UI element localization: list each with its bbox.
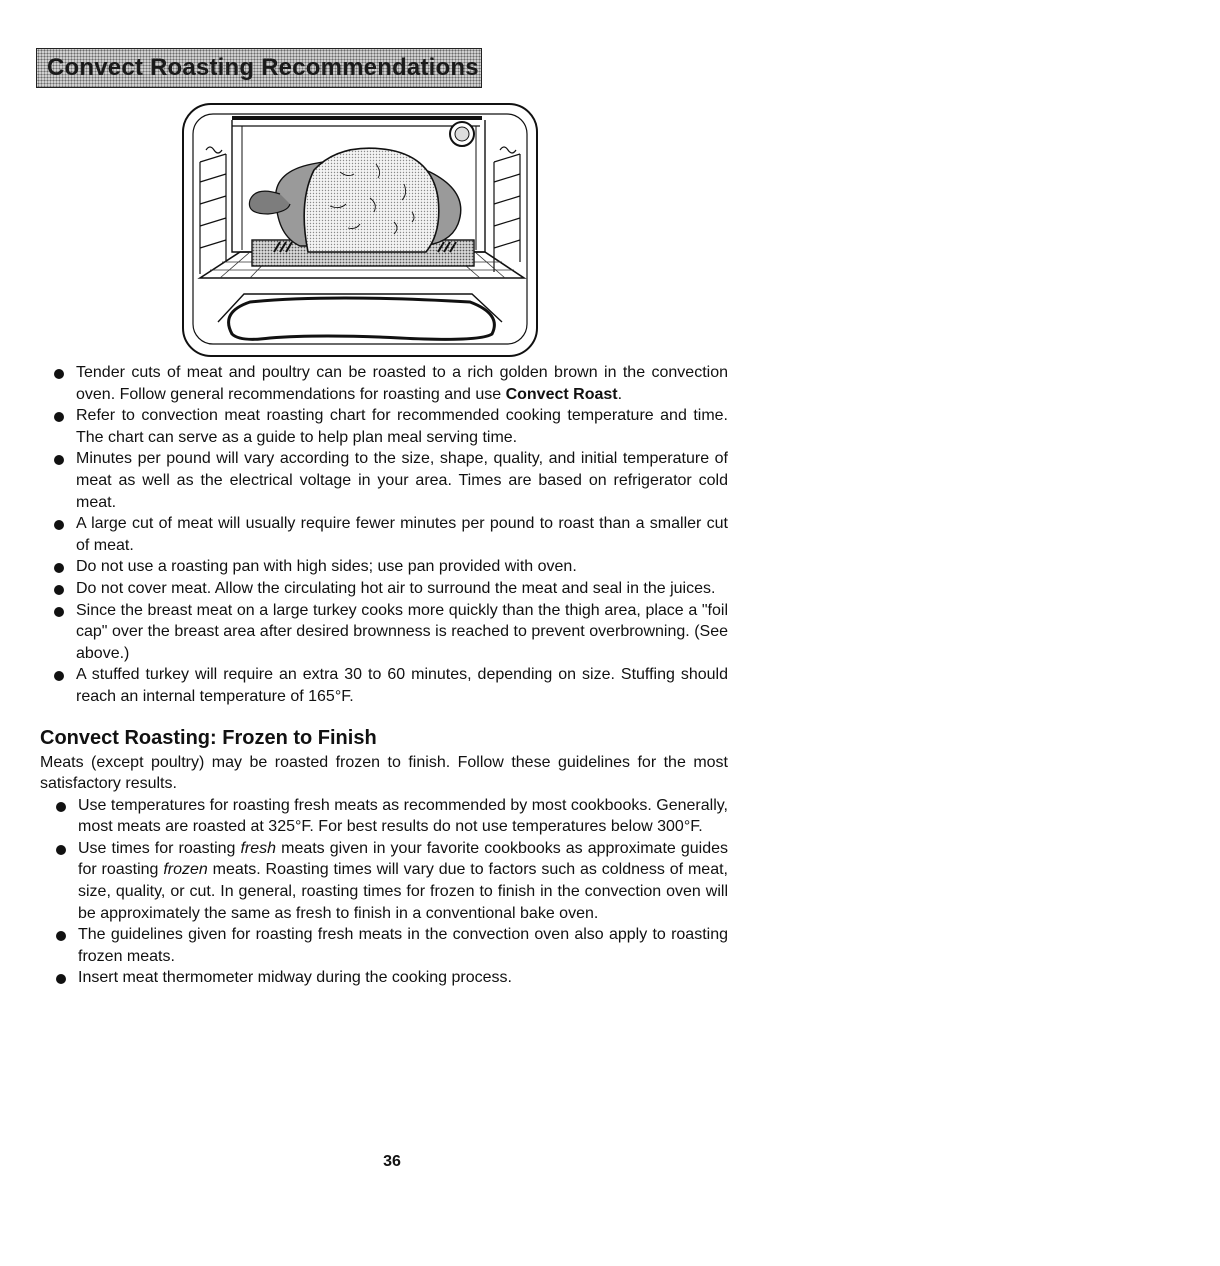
list-item: Do not use a roasting pan with high sides; use pan provided with oven. <box>40 556 728 578</box>
list-item: Since the breast meat on a large turkey cooks more quickly than the thigh area, place a "foil cap" over the breast area after desired brownness is reached to prevent overbrowning. (See above.) <box>40 600 728 665</box>
list-item: Use times for roasting fresh meats given in your favorite cookbooks as approximate guides for roasting frozen meats. Roasting times will vary due to factors such as coldness of meat, size, quality, or cut. In general, roasting times for frozen to finish in the convection oven will be approximately the same as fresh to finish in a conventional bake oven. <box>40 838 728 924</box>
frozen-to-finish-list <box>40 795 728 989</box>
list-item: Use temperatures for roasting fresh meats as recommended by most cookbooks. Generally, most meats are roasted at 325°F. For best results do not use temperatures below 300°F. <box>40 795 728 838</box>
section-banner <box>36 48 482 88</box>
list-item: A large cut of meat will usually require fewer minutes per pound to roast than a smaller cut of meat. <box>40 513 728 556</box>
section-heading: Convect Roasting: Frozen to Finish <box>40 726 377 749</box>
convect-roast-term: Convect Roast <box>505 385 618 403</box>
content <box>40 362 728 989</box>
list-item: Minutes per pound will vary according to the size, shape, quality, and initial temperature of meat as well as the electrical voltage in your area. Times are based on refrigerator cold meat. <box>40 448 728 513</box>
section-intro: Meats (except poultry) may be roasted frozen to finish. Follow these guidelines for the most satisfactory results. <box>40 753 728 793</box>
page-number: 36 <box>383 1153 401 1170</box>
oven-turkey-illustration <box>180 102 540 358</box>
list-item: Tender cuts of meat and poultry can be roasted to a rich golden brown in the convection oven. Follow general recommendations for roasting and use Convect Roast. <box>40 362 728 405</box>
banner-title: Convect Roasting Recommendations <box>47 54 479 81</box>
list-item: A stuffed turkey will require an extra 30 to 60 minutes, depending on size. Stuffing should reach an internal temperature of 165°F. <box>40 664 728 707</box>
roasting-recommendations-list <box>40 362 728 708</box>
list-item: Refer to convection meat roasting chart for recommended cooking temperature and time. The chart can serve as a guide to help plan meal serving time. <box>40 405 728 448</box>
list-item: Do not cover meat. Allow the circulating hot air to surround the meat and seal in the juices. <box>40 578 728 600</box>
list-item: The guidelines given for roasting fresh meats in the convection oven also apply to roasting frozen meats. <box>40 924 728 967</box>
list-item: Insert meat thermometer midway during the cooking process. <box>40 967 728 989</box>
